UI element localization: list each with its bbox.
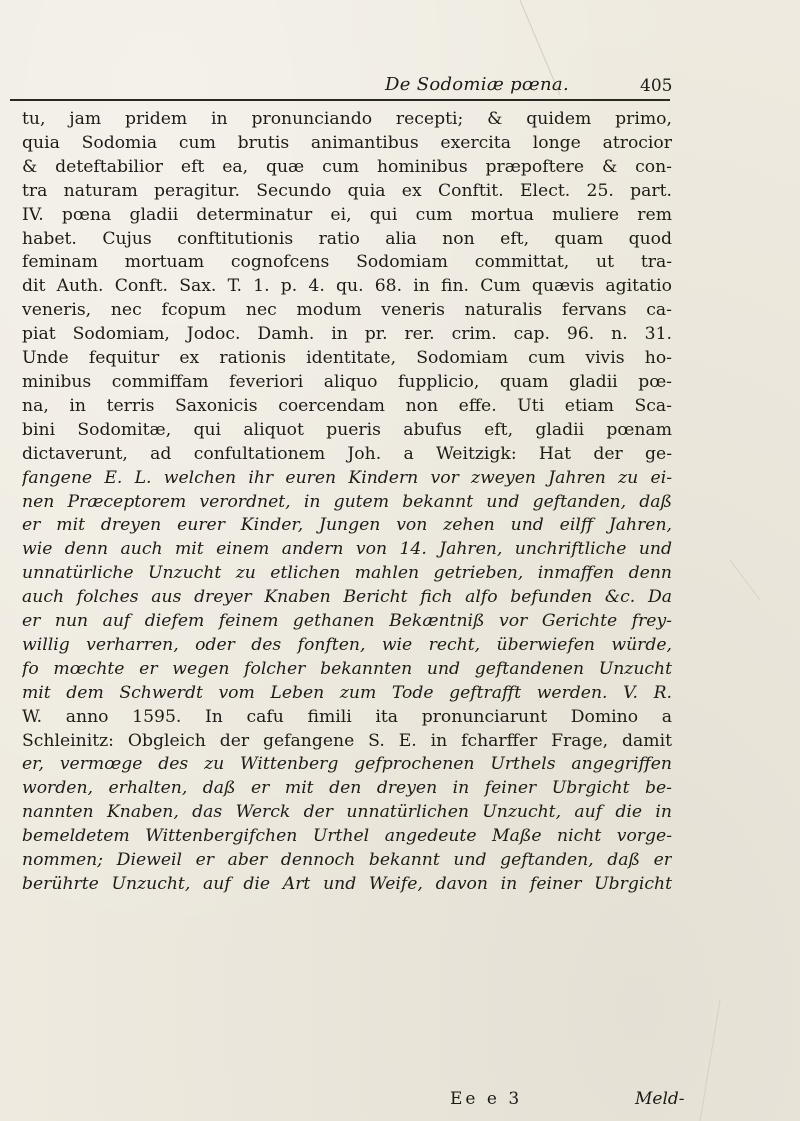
text-line: dictaverunt, ad confultationem Joh. a Weitzigk: Hat der ge- (22, 443, 672, 464)
text-line: Unde fequitur ex rationis identitate, Sodomiam cum vivis ho- (22, 348, 672, 369)
text-line: nannten Knaben, das Werck der unnatürlichen Unzucht, auf die in (22, 802, 672, 823)
text-line: auch folches aus dreyer Knaben Bericht fich alfo befunden &c. Da (22, 587, 672, 608)
text-line: W. anno 1595. In cafu fimili ita pronunciarunt Domino a (22, 706, 672, 727)
text-line: fo mœchte er wegen folcher bekannten und geftandenen Unzucht (22, 658, 672, 679)
text-line: worden, erhalten, daß er mit den dreyen in feiner Ubrgicht be- (22, 778, 672, 799)
catchword: Meld- (635, 1089, 685, 1109)
text-line: quia Sodomia cum brutis animantibus exercita longe atrocior (22, 132, 672, 153)
text-line: er, vermœge des zu Wittenberg gefprochenen Urthels angegriffen (22, 754, 672, 775)
text-line: dit Auth. Conft. Sax. T. 1. p. 4. qu. 68. in fin. Cum quævis agitatio (22, 276, 672, 297)
text-line: na, in terris Saxonicis coercendam non effe. Uti etiam Sca- (22, 395, 672, 416)
text-line: Schleinitz: Obgleich der gefangene S. E. in fcharffer Frage, damit (22, 730, 672, 751)
text-line: willig verharren, oder des fonften, wie recht, überwiefen würde, (22, 634, 672, 655)
page-number: 405 (640, 76, 673, 96)
body-text (22, 108, 672, 897)
text-line: bemeldetem Wittenbergifchen Urthel angedeute Maße nicht vorge- (22, 826, 672, 847)
text-line: nen Præceptorem verordnet, in gutem bekannt und geftanden, daß (22, 491, 672, 512)
text-line: er mit dreyen eurer Kinder, Jungen von zehen und eilff Jahren, (22, 515, 672, 536)
text-line: nommen; Dieweil er aber dennoch bekannt und geftanden, daß er (22, 850, 672, 871)
text-line: unnatürliche Unzucht zu etlichen mahlen getrieben, inmaffen denn (22, 563, 672, 584)
text-line: wie denn auch mit einem andern von 14. Jahren, unchriftliche und (22, 539, 672, 560)
text-line: IV. pœna gladii determinatur ei, qui cum mortua muliere rem (22, 204, 672, 225)
text-line: tra naturam peragitur. Secundo quia ex Conftit. Elect. 25. part. (22, 180, 672, 201)
running-head (0, 74, 800, 102)
text-line: mit dem Schwerdt vom Leben zum Tode geftrafft werden. V. R. (22, 682, 672, 703)
text-line: habet. Cujus conftitutionis ratio alia non eft, quam quod (22, 228, 672, 249)
text-line: feminam mortuam cognofcens Sodomiam committat, ut tra- (22, 252, 672, 273)
text-line: piat Sodomiam, Jodoc. Damh. in pr. rer. crim. cap. 96. n. 31. (22, 324, 672, 345)
text-line: bini Sodomitæ, qui aliquot pueris abufus eft, gladii pœnam (22, 419, 672, 440)
text-line: tu, jam pridem in pronunciando recepti; & quidem primo, (22, 109, 672, 129)
text-line: er nun auf diefem feinem gethanen Bekæntniß vor Gerichte frey- (22, 611, 672, 632)
text-line: berührte Unzucht, auf die Art und Weife, davon in feiner Ubrgicht (22, 874, 672, 894)
text-line: fangene E. L. welchen ihr euren Kindern vor zweyen Jahren zu ei- (22, 467, 672, 488)
signature-mark: Ee e 3 (450, 1089, 523, 1109)
catchword-line (450, 1089, 690, 1113)
text-line: minibus commiffam feveriori aliquo fupplicio, quam gladii pœ- (22, 371, 672, 392)
text-line: & deteftabilior eft ea, quæ cum hominibus præpoftere & con- (22, 156, 672, 177)
header-rule (10, 99, 670, 101)
text-line: veneris, nec fcopum nec modum veneris naturalis fervans ca- (22, 300, 672, 321)
running-title: De Sodomiæ pœna. (385, 74, 569, 95)
